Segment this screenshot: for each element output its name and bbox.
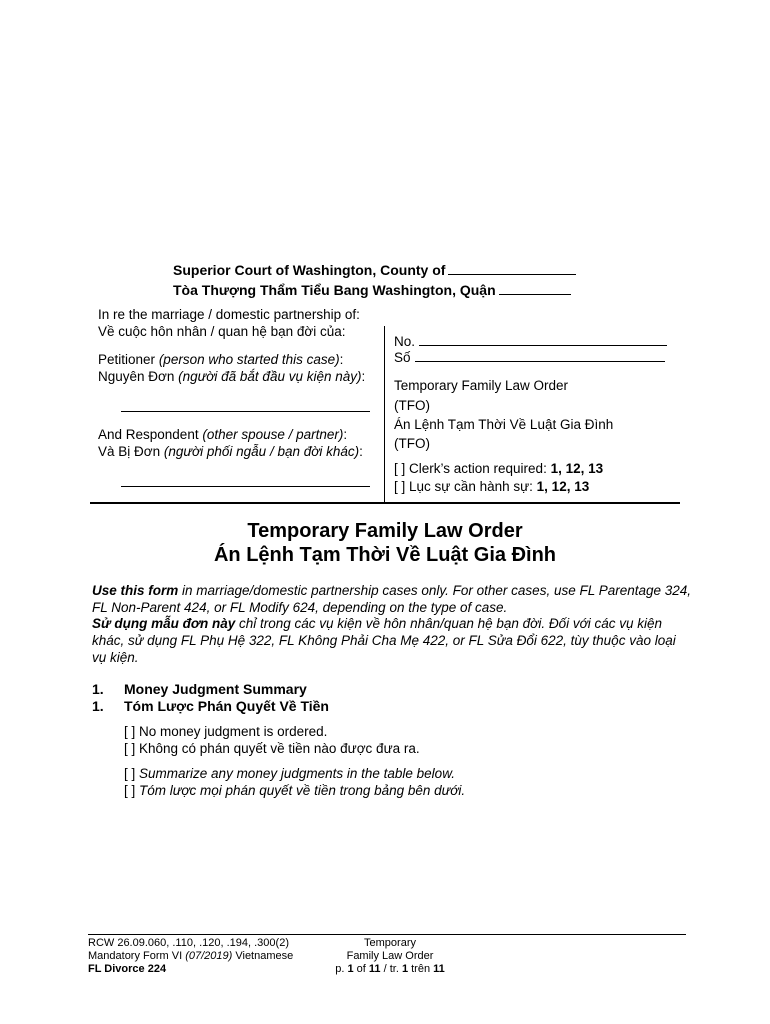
court-header-en <box>173 262 576 278</box>
petitioner-vi-colon: : <box>361 369 366 384</box>
document-title-en: Temporary Family Law Order <box>247 520 523 542</box>
respondent-name-line[interactable] <box>121 486 370 487</box>
section-1-title-en: Money Judgment Summary <box>124 681 307 697</box>
respondent-vi-label: Và Bị Đơn <box>98 444 161 459</box>
instructions-en-rest: in marriage/domestic partnership cases only. For other cases, use FL Parentage 324, FL Non-Parent 424, or FL Modify 624, depending on the type of case. <box>92 583 692 615</box>
clerk-action-vi-nums: 1, 12, 13 <box>536 479 590 494</box>
option-no-judgment-en[interactable]: [ ] No money judgment is ordered. <box>124 724 328 739</box>
case-number-row-vi <box>394 348 665 367</box>
in-re-vi: Về cuộc hôn nhân / quan hệ bạn đời của: <box>98 324 346 339</box>
option-summarize-en-text: Summarize any money judgments in the table below. <box>139 766 455 781</box>
footer-page-num: 1 <box>347 963 354 975</box>
option-summarize-vi-text: Tóm lược mọi phán quyết về tiền trong bảng bên dưới. <box>139 783 466 798</box>
footer-page-tr: / tr. <box>383 963 399 975</box>
in-re-en: In re the marriage / domestic partnership of: <box>98 307 360 322</box>
case-tfo-vi: (TFO) <box>394 436 430 451</box>
footer-page-of: of <box>356 963 366 975</box>
footer-center-line2: Family Law Order <box>346 950 434 962</box>
court-header-vi <box>173 282 571 298</box>
footer-page-prefix: p. <box>335 963 345 975</box>
respondent-vi-colon: : <box>359 444 363 459</box>
petitioner-vi-label: Nguyên Đơn <box>98 369 175 384</box>
instructions-vi-lead: Sử dụng mẫu đơn này <box>92 616 236 631</box>
clerk-action-en[interactable] <box>394 460 603 477</box>
footer-page-number <box>300 963 480 976</box>
section-1-number-en: 1. <box>92 681 104 697</box>
footer-mandatory <box>88 950 293 963</box>
footer-rcw: RCW 26.09.060, .110, .120, .194, .300(2) <box>88 937 289 949</box>
clerk-action-en-nums: 1, 12, 13 <box>550 461 604 476</box>
footer-mandatory-suffix: Vietnamese <box>235 950 294 962</box>
option-no-judgment-vi[interactable]: [ ] Không có phán quyết về tiền nào được đưa ra. <box>124 741 420 756</box>
option-summarize-en[interactable] <box>124 765 455 782</box>
petitioner-label: Petitioner <box>98 352 156 367</box>
footer-mandatory-date: (07/2019) <box>185 950 233 962</box>
clerk-action-vi-text: [ ] Lục sự cần hành sự: <box>394 479 533 494</box>
footer-rule <box>88 934 686 935</box>
no-label: No. <box>394 334 416 349</box>
option-summarize-vi-box: [ ] <box>124 783 136 798</box>
footer-center-line1: Temporary <box>364 937 416 949</box>
footer-page-total: 11 <box>368 963 381 975</box>
so-label: Số <box>394 350 411 365</box>
court-header-en-text: Superior Court of Washington, County of <box>173 262 446 278</box>
county-blank[interactable] <box>448 262 576 275</box>
case-title-en: Temporary Family Law Order <box>394 378 569 393</box>
case-tfo-en: (TFO) <box>394 398 430 413</box>
petitioner-label-vi <box>98 368 365 385</box>
instructions-en-lead: Use this form <box>92 583 179 598</box>
petitioner-colon: : <box>339 352 344 367</box>
petitioner-label-en <box>98 351 343 368</box>
instructions-vi <box>92 615 692 666</box>
footer-form-id: FL Divorce 224 <box>88 963 167 975</box>
court-header-vi-text: Tòa Thượng Thẩm Tiểu Bang Washington, Quận <box>173 282 496 298</box>
option-summarize-vi[interactable] <box>124 782 465 799</box>
footer-page-total-vi: 11 <box>433 963 445 975</box>
clerk-action-en-text: [ ] Clerk’s action required: <box>394 461 547 476</box>
case-number-field[interactable] <box>419 333 667 346</box>
respondent-vi-desc: (người phối ngẫu / bạn đời khác) <box>163 444 360 459</box>
document-title-vi: Án Lệnh Tạm Thời Về Luật Gia Đình <box>213 544 556 566</box>
clerk-action-vi[interactable] <box>394 478 589 495</box>
respondent-label-vi <box>98 443 363 460</box>
instructions-vi-rest: chỉ trong các vụ kiện về hôn nhân/quan hệ bạn đời. Đối với các vụ kiện khác, sử dụng FL Phụ Hệ 322, FL Không Phải Cha Mẹ 422, or FL Sửa Đổi 622, tùy thuộc vào loại vụ kiện. <box>92 616 676 665</box>
caption-divider <box>384 326 385 502</box>
petitioner-name-line[interactable] <box>121 411 370 412</box>
caption-bottom-rule <box>90 502 680 504</box>
section-1-title-vi: Tóm Lược Phán Quyết Về Tiền <box>124 698 329 714</box>
respondent-colon: : <box>343 427 348 442</box>
petitioner-vi-desc: (người đã bắt đầu vụ kiện này) <box>178 369 362 384</box>
section-1-number-vi: 1. <box>92 698 104 714</box>
county-blank-vi[interactable] <box>499 282 571 295</box>
case-number-field-vi[interactable] <box>415 349 665 362</box>
footer-page-tren: trên <box>411 963 431 975</box>
respondent-label-en <box>98 426 347 443</box>
footer-page-num-vi: 1 <box>401 963 409 975</box>
instructions-en <box>92 582 692 616</box>
case-title-vi: Án Lệnh Tạm Thời Về Luật Gia Đình <box>394 417 614 432</box>
respondent-desc: (other spouse / partner) <box>202 427 344 442</box>
petitioner-desc: (person who started this case) <box>158 352 340 367</box>
footer-mandatory-prefix: Mandatory Form VI <box>88 950 183 962</box>
option-summarize-en-box: [ ] <box>124 766 136 781</box>
respondent-label: And Respondent <box>98 427 199 442</box>
